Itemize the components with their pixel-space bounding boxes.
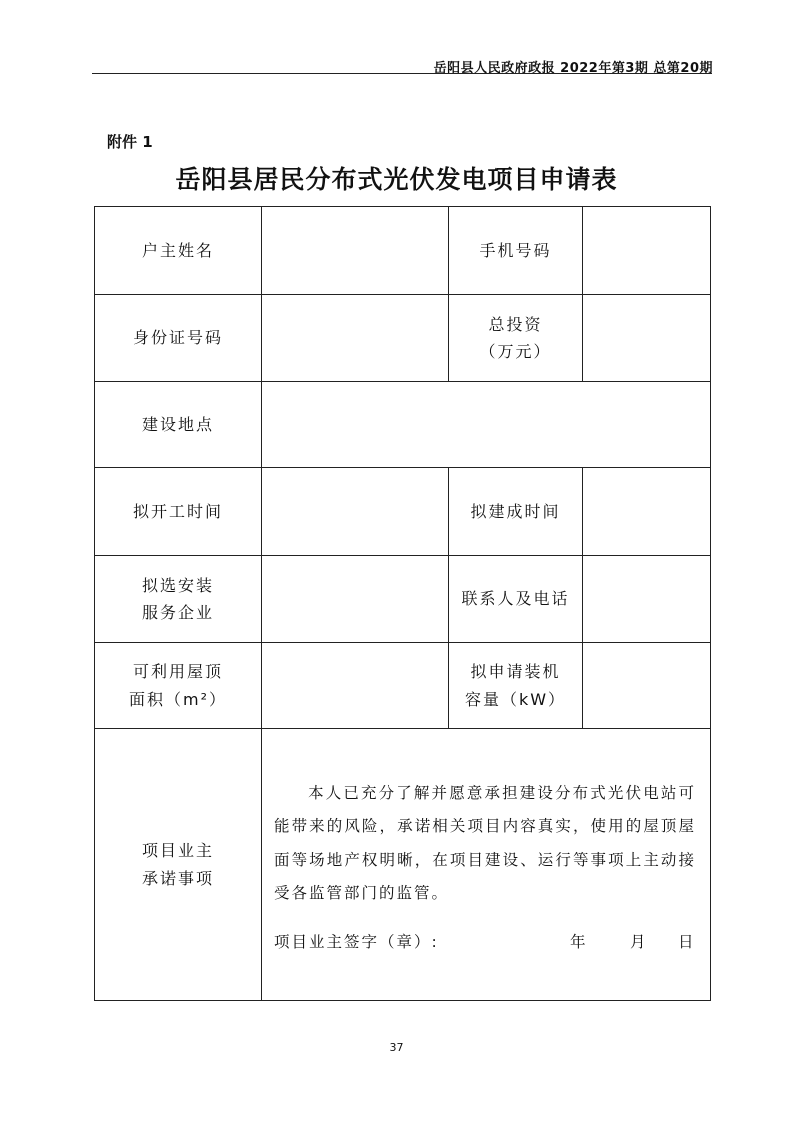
- capacity-label: [449, 643, 583, 729]
- page-number: 37: [389, 1041, 404, 1054]
- application-form-table: [94, 206, 711, 1001]
- site-label: 建设地点: [95, 382, 262, 468]
- signature-month-label: 月: [630, 933, 648, 952]
- owner-name-label: 户主姓名: [95, 207, 262, 295]
- commitment-content: [262, 729, 711, 1001]
- start-time-label: 拟开工时间: [95, 468, 262, 556]
- signature-label: 项目业主签字（章）:: [274, 933, 439, 952]
- start-time-field[interactable]: [262, 468, 449, 556]
- contact-field[interactable]: [583, 556, 711, 643]
- id-number-field[interactable]: [262, 295, 449, 382]
- id-number-label: 身份证号码: [95, 295, 262, 382]
- commitment-label-line1: 项目业主: [141, 841, 214, 861]
- row-commitment: [95, 729, 711, 1001]
- document-title: 岳阳县居民分布式光伏发电项目申请表: [175, 165, 618, 194]
- row-id-investment: [95, 295, 711, 382]
- capacity-label-line1: 拟申请装机: [470, 662, 561, 682]
- commitment-label: [95, 729, 262, 1001]
- installer-label-line2: 服务企业: [141, 603, 214, 622]
- signature-year-label: 年: [570, 933, 588, 952]
- installer-field[interactable]: [262, 556, 449, 643]
- site-field[interactable]: [262, 382, 711, 468]
- investment-label-line2: （万元）: [479, 342, 552, 361]
- roof-area-field[interactable]: [262, 643, 449, 729]
- signature-day-label: 日: [678, 933, 696, 952]
- owner-name-field[interactable]: [262, 207, 449, 295]
- commitment-label-line2: 承诺事项: [141, 868, 214, 888]
- capacity-field[interactable]: [583, 643, 711, 729]
- contact-label: 联系人及电话: [449, 556, 583, 643]
- row-roof-capacity: [95, 643, 711, 729]
- phone-field[interactable]: [583, 207, 711, 295]
- attachment-label: 附件 1: [107, 133, 153, 151]
- roof-area-label-line2: 面积（m²）: [128, 689, 227, 709]
- investment-label-line1: 总投资: [488, 314, 543, 334]
- header-rule: [92, 73, 712, 74]
- finish-time-field[interactable]: [583, 468, 711, 556]
- finish-time-label: 拟建成时间: [449, 468, 583, 556]
- phone-label: 手机号码: [449, 207, 583, 295]
- row-site: [95, 382, 711, 468]
- row-schedule: [95, 468, 711, 556]
- roof-area-label: [95, 643, 262, 729]
- gazette-header: 岳阳县人民政府政报 2022年第3期 总第20期: [433, 61, 713, 76]
- commitment-paragraph: 本人已充分了解并愿意承担建设分布式光伏电站可能带来的风险，承诺相关项目内容真实，使用的屋顶屋面等场地产权明晰，在项目建设、运行等事项上主动接受各监管部门的监管。: [274, 783, 696, 902]
- capacity-label-line2: 容量（kW）: [464, 689, 567, 709]
- installer-label-line1: 拟选安装: [141, 575, 214, 595]
- investment-label: [449, 295, 583, 382]
- installer-label: [95, 556, 262, 643]
- signature-line: [274, 926, 696, 952]
- roof-area-label-line1: 可利用屋顶: [132, 662, 223, 682]
- row-owner-phone: [95, 207, 711, 295]
- row-installer-contact: [95, 556, 711, 643]
- commitment-body: [262, 777, 710, 952]
- investment-field[interactable]: [583, 295, 711, 382]
